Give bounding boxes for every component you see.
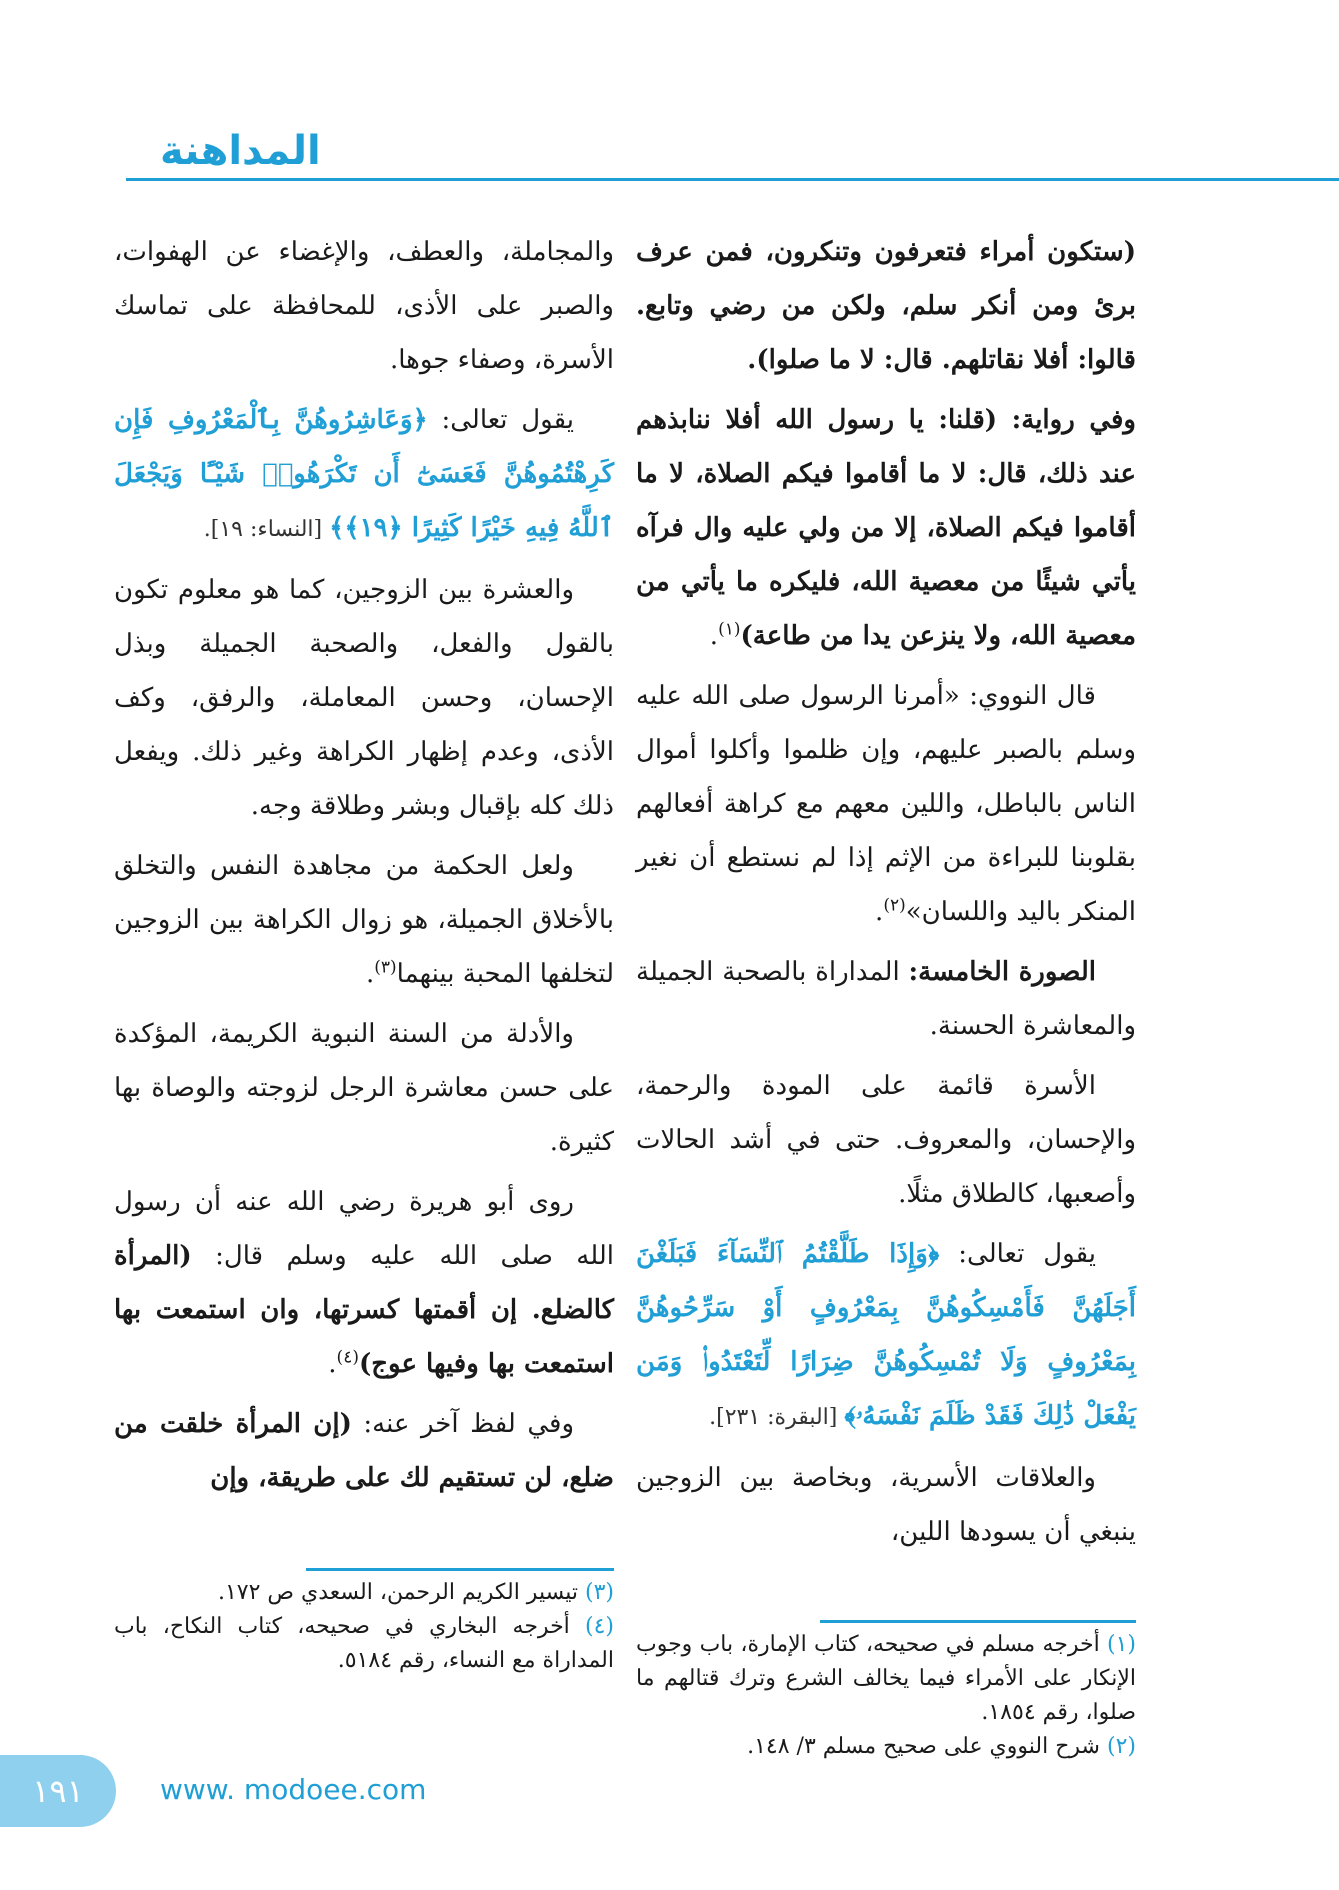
quran-verse-nisa: يقول تعالى: ﴿وَعَاشِرُوهُنَّ بِٱلْمَعْرُوفِ فَإِن كَرِهْتُمُوهُنَّ فَعَسَىٰٓ أَن تَكْرَهُوا۟ شَيْـًٔا وَيَجْعَلَ ٱللَّهُ فِيهِ خَيْرًا كَثِيرًا ﴿١٩﴾﴾ [النساء: ١٩]. (114, 405, 614, 543)
evidence-paragraph: والأدلة من السنة النبوية الكريمة، المؤكدة على حسن معاشرة الرجل لزوجته والوصاة بها كثيرة. (114, 1019, 614, 1157)
footnote-ref-2[interactable]: (٢) (883, 895, 906, 916)
page-number-badge (0, 1755, 116, 1827)
footnote-1: (١) أخرجه مسلم في صحيحه، كتاب الإمارة، باب وجوب الإنكار على الأمراء فيما يخالف الشرع وترك قتالهم ما صلوا، رقم ١٨٥٤. (636, 1632, 1136, 1725)
page-number: ١٩١ (32, 1772, 84, 1810)
nawawi-quote: قال النووي: «أمرنا الرسول صلى الله عليه وسلم بالصبر عليهم، وإن ظلموا وأكلوا أموال الناس بالباطل، واللين معهم مع كراهة أفعالهم بقلوبنا للبراءة من الإثم إذا لم نستطع أن نغير المنكر باليد واللسان»$^{(٢)}$. (636, 681, 1136, 927)
footnotes-right (636, 1628, 1136, 1764)
footnote-2: (٢) شرح النووي على صحيح مسلم ٣/ ١٤٨. (747, 1734, 1136, 1759)
footnotes-left (114, 1576, 614, 1678)
courtesy-paragraph: والمجاملة، والعطف، والإغضاء عن الهفوات، والصبر على الأذى، للمحافظة على تماسك الأسرة، وصفاء جوها. (114, 237, 614, 375)
header-divider (126, 178, 1339, 181)
website-link[interactable]: www. modoee.com (160, 1773, 427, 1806)
footnote-4: (٤) أخرجه البخاري في صحيحه، كتاب النكاح، باب المداراة مع النساء، رقم ٥١٨٤. (114, 1614, 614, 1673)
footnote-divider-left (306, 1568, 614, 1571)
abu-hurayra-paragraph: روى أبو هريرة رضي الله عنه أن رسول الله صلى الله عليه وسلم قال: (المرأة كالضلع. إن أقمتها كسرتها، وان استمعت بها استمعت بها وفيها عوج)$^{(٤)}$. (114, 1187, 614, 1379)
footnote-ref-1[interactable]: (١) (718, 619, 741, 640)
section-heading: الصورة الخامسة: المداراة بالصحبة الجميلة والمعاشرة الحسنة. (636, 957, 1136, 1041)
footnote-ref-4[interactable]: (٤) (336, 1347, 359, 1368)
relations-paragraph: والعلاقات الأسرية، وبخاصة بين الزوجين ينبغي أن يسودها اللين، (636, 1463, 1136, 1547)
other-wording-paragraph: وفي لفظ آخر عنه: (إن المرأة خلقت من ضلع، لن تستقيم لك على طريقة، وإن (114, 1409, 614, 1493)
footnote-divider-right (820, 1620, 1136, 1623)
footnote-ref-3[interactable]: (٣) (374, 957, 397, 978)
family-paragraph: الأسرة قائمة على المودة والرحمة، والإحسان، والمعروف. حتى في أشد الحالات وأصعبها، كالطلاق مثلًا. (636, 1071, 1136, 1209)
quran-verse-baqara: يقول تعالى: ﴿وَإِذَا طَلَّقْتُمُ ٱلنِّسَآءَ فَبَلَغْنَ أَجَلَهُنَّ فَأَمْسِكُوهُنَّ بِمَعْرُوفٍ أَوْ سَرِّحُوهُنَّ بِمَعْرُوفٍ وَلَا تُمْسِكُوهُنَّ ضِرَارًا لِّتَعْتَدُوا۟ وَمَن يَفْعَلْ ذَٰلِكَ فَقَدْ ظَلَمَ نَفْسَهُۥ﴾ [البقرة: ٢٣١]. (636, 1239, 1136, 1431)
page-title: المداهنة (160, 128, 321, 174)
wisdom-paragraph: ولعل الحكمة من مجاهدة النفس والتخلق بالأخلاق الجميلة، هو زوال الكراهة بين الزوجين لتخلفها المحبة بينهما$^{(٣)}$. (114, 851, 614, 989)
companionship-paragraph: والعشرة بين الزوجين، كما هو معلوم تكون بالقول والفعل، والصحبة الجميلة وبذل الإحسان، وحسن المعاملة، والرفق، وكف الأذى، وعدم إظهار الكراهة وغير ذلك. ويفعل ذلك كله بإقبال وبشر وطلاقة وجه. (114, 575, 614, 821)
footnote-3: (٣) تيسير الكريم الرحمن، السعدي ص ١٧٢. (217, 1580, 614, 1605)
hadith-paragraph: (ستكون أمراء فتعرفون وتنكرون، فمن عرف برئ ومن أنكر سلم، ولكن من رضي وتابع. قالوا: أفلا نقاتلهم. قال: لا ما صلوا). (636, 237, 1136, 375)
left-column (114, 225, 614, 1511)
narration-paragraph: وفي رواية: (قلنا: يا رسول الله أفلا ننابذهم عند ذلك، قال: لا ما أقاموا فيكم الصلاة، لا ما أقاموا فيكم الصلاة، إلا من ولي عليه وال فرآه يأتي شيئًا من معصية الله، فليكره ما يأتي من معصية الله، ولا ينزعن يدا من طاعة)$^{(١)}$. (636, 405, 1136, 651)
right-column (636, 225, 1136, 1565)
